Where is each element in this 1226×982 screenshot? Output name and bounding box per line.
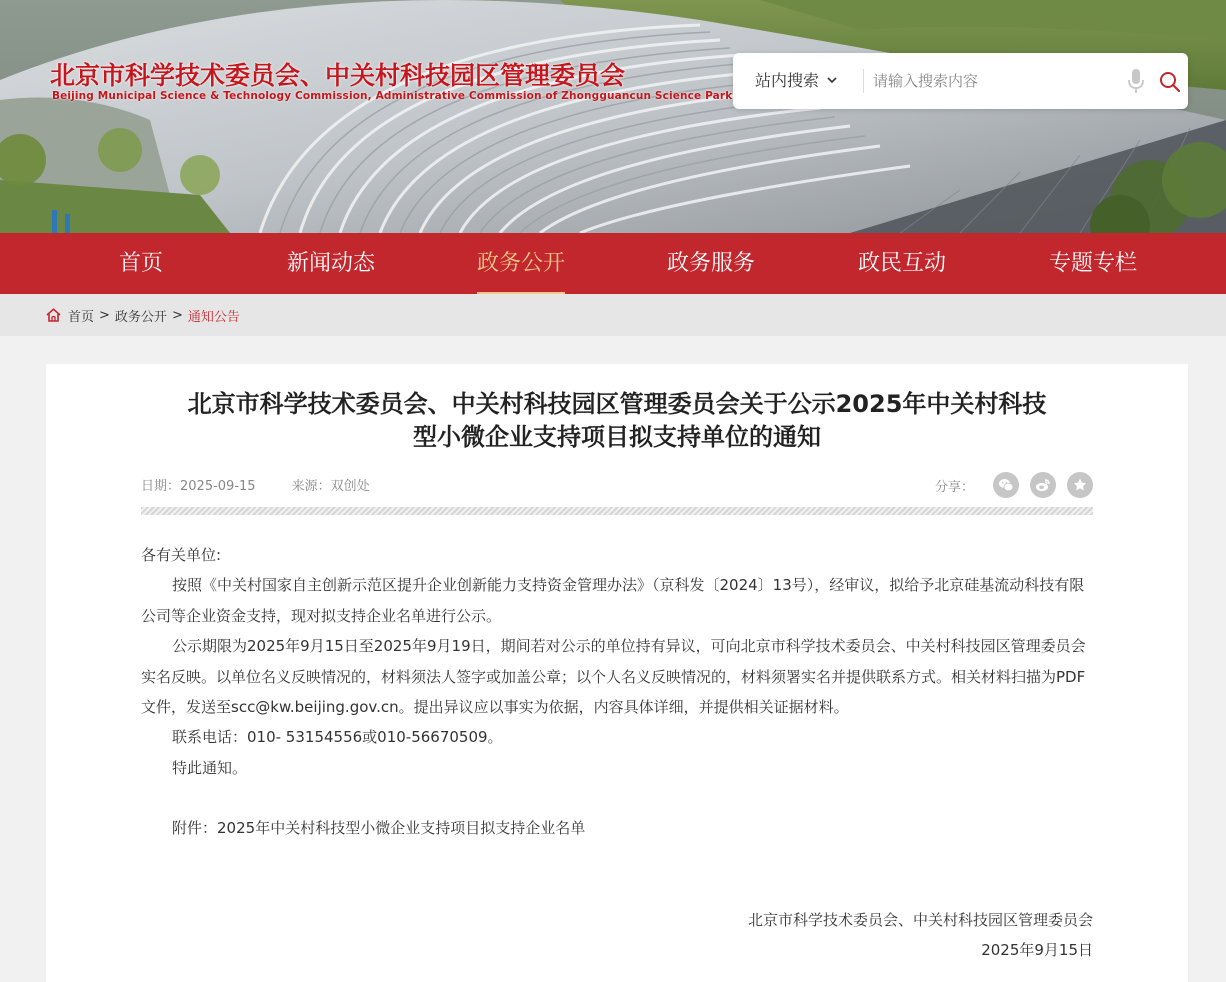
body-paragraph: 按照《中关村国家自主创新示范区提升企业创新能力支持资金管理办法》（京科发〔2024〕13号），经审议，拟给予北京硅基流动科技有限公司等企业资金支持，现对拟支持企业名单进行公示。 (141, 576, 1085, 625)
favorite-share-button[interactable] (1067, 472, 1093, 498)
nav-item-interaction[interactable]: 政民互动 (857, 251, 947, 276)
title-divider (141, 507, 1093, 515)
signature-block (748, 905, 1093, 966)
search-scope-label: 站内搜索 (755, 71, 820, 90)
body-paragraph: 特此通知。 (172, 758, 248, 777)
date-value: 2025-09-15 (180, 479, 256, 494)
banner-background-image (0, 0, 1226, 233)
main-nav (0, 233, 1226, 294)
nav-item-special-topics[interactable]: 专题专栏 (1048, 251, 1138, 276)
nav-item-home[interactable]: 首页 (118, 251, 164, 276)
breadcrumb-link-home[interactable]: 首页 (68, 309, 95, 325)
body-paragraph: 联系电话：010- 53154556或010-56670509。 (172, 728, 503, 747)
wechat-icon (998, 477, 1014, 493)
salutation: 各有关单位: (141, 546, 222, 564)
breadcrumb-bar (0, 294, 1226, 336)
nav-item-government-affairs[interactable]: 政务公开 (477, 233, 565, 294)
share-label: 分享： (934, 479, 974, 495)
search-box (733, 53, 1188, 109)
article-date (141, 475, 256, 494)
signature-date: 2025年9月15日 (981, 941, 1093, 960)
attachment-label: 附件： (172, 819, 218, 838)
article-title: 北京市科学技术委员会、中关村科技园区管理委员会关于公示2025年中关村科技型小微企业支持项目拟支持单位的通知 (187, 390, 1047, 451)
breadcrumb-link-government-affairs[interactable]: 政务公开 (114, 309, 167, 325)
breadcrumb (46, 294, 240, 336)
search-divider (863, 69, 864, 93)
article-meta (141, 475, 370, 494)
chevron-down-icon (827, 53, 837, 109)
nav-item-news[interactable]: 新闻动态 (286, 251, 376, 276)
site-title: 北京市科学技术委员会、中关村科技园区管理委员会 (50, 61, 626, 90)
body-paragraph: 公示期限为2025年9月15日至2025年9月19日，期间若对公示的单位持有异议，可向北京市科学技术委员会、中关村科技园区管理委员会实名反映。以单位名义反映情况的，材料须法人签字或加盖公章；以个人名义反映情况的，材料须署实名并提供联系方式。相关材料扫描为PDF文件，发送至scc@kw.beijing.gov.cn。提出异议应以事实为依据，内容具体详细，并提供相关证据材料。 (141, 637, 1086, 717)
article-body (141, 540, 1093, 844)
header-banner (0, 0, 1226, 233)
signature-organization: 北京市科学技术委员会、中关村科技园区管理委员会 (747, 911, 1093, 929)
site-subtitle: Beijing Municipal Science & Technology Commission, Administrative Commission of Zhongguancun Science Park (52, 90, 733, 102)
search-input[interactable] (873, 65, 1113, 97)
breadcrumb-link-notices[interactable]: 通知公告 (187, 309, 240, 325)
home-icon (46, 308, 61, 322)
attachment-line (141, 813, 1093, 843)
favorite-icon (1072, 477, 1088, 493)
search-icon[interactable] (1159, 71, 1181, 93)
breadcrumb-separator: > (99, 307, 110, 323)
date-label: 日期： (141, 479, 181, 494)
weibo-share-button[interactable] (1030, 472, 1056, 498)
breadcrumb-separator: > (171, 307, 183, 323)
article-panel (46, 364, 1188, 982)
wechat-share-button[interactable] (993, 472, 1019, 498)
nav-item-government-services[interactable]: 政务服务 (666, 251, 756, 276)
article-source (292, 475, 370, 494)
source-label: 来源： (291, 479, 331, 494)
search-scope-dropdown[interactable] (755, 53, 837, 109)
microphone-icon[interactable] (1127, 68, 1145, 94)
share-bar (935, 472, 1093, 498)
weibo-icon (1035, 477, 1051, 493)
source-value: 双创处 (330, 479, 370, 494)
attachment-link[interactable]: 2025年中关村科技型小微企业支持项目拟支持企业名单 (217, 819, 586, 838)
